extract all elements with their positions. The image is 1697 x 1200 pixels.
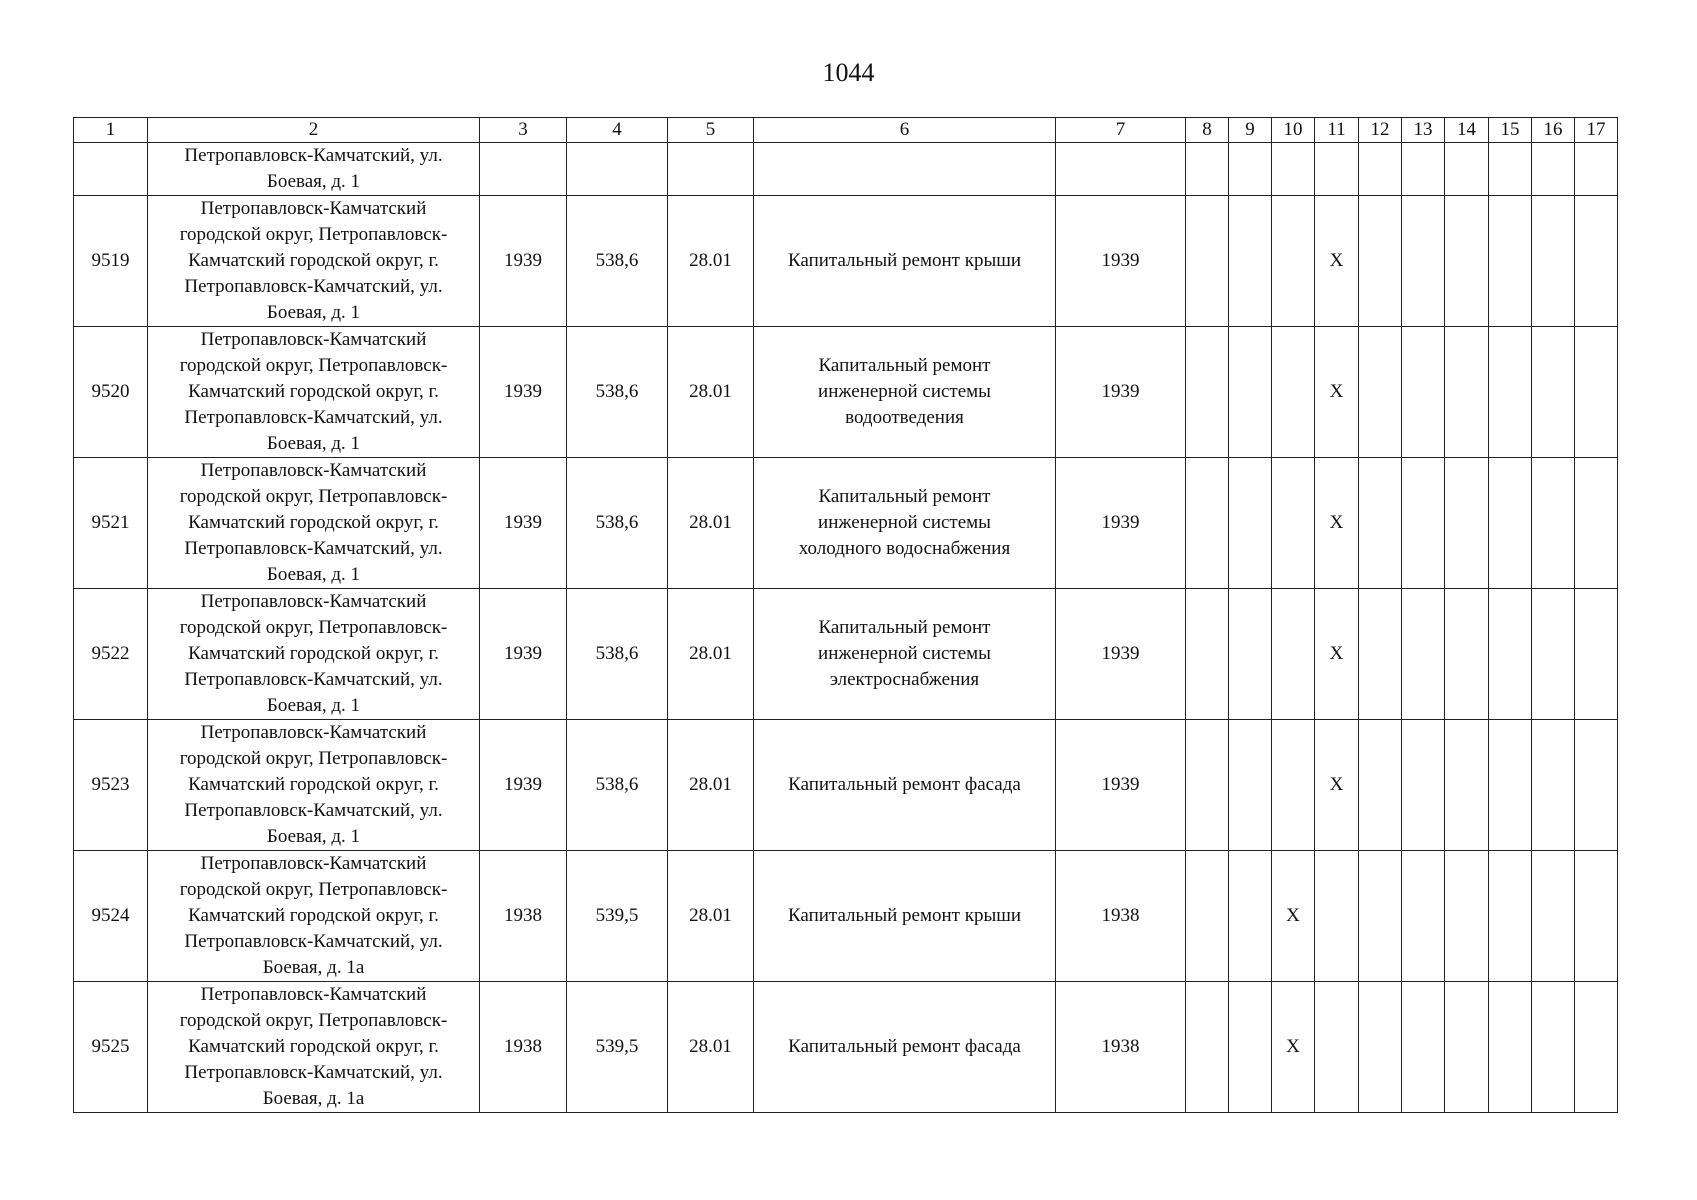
address-text: Петропавловск-Камчатский, ул. Боевая, д. 1 (184, 145, 443, 192)
cell-number: 9523 (74, 720, 148, 851)
cell-work-type-text: Капитальный ремонт крыши (787, 250, 1022, 271)
cell-mark (1532, 458, 1575, 589)
cell-mark (1575, 327, 1618, 458)
cell-empty (1315, 143, 1359, 196)
cell-empty (1532, 143, 1575, 196)
cell-mark: X (1315, 720, 1359, 851)
cell-mark (1186, 327, 1229, 458)
cell-mark (1575, 196, 1618, 327)
cell-address (148, 327, 480, 458)
cell-address-text: Петропавловск-Камчатский городской округ, Петропавловск- Камчатский городской округ, г. Петропавловск-Камчатский, ул. Боевая, д. 1а (179, 984, 448, 1109)
cell-mark (1272, 720, 1315, 851)
cell-address-text: Петропавловск-Камчатский городской округ, Петропавловск- Камчатский городской округ, г. Петропавловск-Камчатский, ул. Боевая, д. 1 (179, 722, 448, 847)
cell-mark (1489, 589, 1532, 720)
cell-address (148, 720, 480, 851)
cell-address (148, 589, 480, 720)
cell-mark (1272, 327, 1315, 458)
page-number: 1044 (822, 58, 875, 87)
cell-mark (1229, 589, 1272, 720)
cell-mark (1445, 720, 1489, 851)
column-header: 6 (754, 118, 1056, 143)
column-header: 9 (1229, 118, 1272, 143)
column-header: 3 (480, 118, 567, 143)
cell-code: 28.01 (668, 458, 754, 589)
cell-year-2: 1939 (1056, 720, 1186, 851)
cell-mark: X (1315, 196, 1359, 327)
cell-work-type-text: Капитальный ремонт фасада (788, 774, 1021, 795)
cell-mark (1532, 327, 1575, 458)
cell-number: 9519 (74, 196, 148, 327)
cell-mark (1445, 982, 1489, 1113)
cell-mark (1445, 196, 1489, 327)
cell-mark (1359, 196, 1402, 327)
column-header: 1 (74, 118, 148, 143)
cell-empty (754, 143, 1056, 196)
cell-code: 28.01 (668, 196, 754, 327)
cell-mark (1229, 982, 1272, 1113)
cell-address (148, 143, 480, 196)
cell-mark (1575, 720, 1618, 851)
continuation-row (74, 143, 1618, 196)
cell-number: 9525 (74, 982, 148, 1113)
cell-empty (1229, 143, 1272, 196)
cell-mark (1489, 720, 1532, 851)
cell-year-2: 1939 (1056, 458, 1186, 589)
cell-work-type (754, 327, 1056, 458)
column-header: 10 (1272, 118, 1315, 143)
cell-address (148, 458, 480, 589)
cell-address-text: Петропавловск-Камчатский городской округ, Петропавловск- Камчатский городской округ, г. Петропавловск-Камчатский, ул. Боевая, д. 1 (179, 329, 448, 454)
cell-work-type-text: Капитальный ремонт инженерной системы водоотведения (818, 355, 991, 428)
cell-code: 28.01 (668, 720, 754, 851)
cell-mark (1229, 851, 1272, 982)
cell-mark (1272, 196, 1315, 327)
cell-mark (1186, 196, 1229, 327)
cell-mark: X (1272, 851, 1315, 982)
cell-mark (1315, 982, 1359, 1113)
cell-year-2: 1939 (1056, 589, 1186, 720)
column-header: 11 (1315, 118, 1359, 143)
cell-work-type (754, 458, 1056, 589)
cell-year: 1939 (480, 720, 567, 851)
cell-mark (1445, 589, 1489, 720)
cell-mark (1315, 851, 1359, 982)
cell-work-type (754, 589, 1056, 720)
cell-work-type (754, 196, 1056, 327)
cell-mark (1402, 982, 1445, 1113)
cell-mark (1445, 851, 1489, 982)
cell-mark (1229, 720, 1272, 851)
cell-mark: X (1272, 982, 1315, 1113)
cell-mark (1532, 589, 1575, 720)
cell-area: 538,6 (567, 196, 668, 327)
cell-mark (1186, 851, 1229, 982)
column-header: 4 (567, 118, 668, 143)
column-header: 15 (1489, 118, 1532, 143)
cell-year: 1939 (480, 327, 567, 458)
cell-area: 538,6 (567, 589, 668, 720)
cell-mark: X (1315, 327, 1359, 458)
table-row (74, 982, 1618, 1113)
cell-mark (1445, 327, 1489, 458)
column-header: 8 (1186, 118, 1229, 143)
cell-year: 1938 (480, 982, 567, 1113)
cell-mark (1402, 589, 1445, 720)
cell-mark (1272, 589, 1315, 720)
cell-year-2: 1939 (1056, 196, 1186, 327)
cell-area: 538,6 (567, 458, 668, 589)
cell-address-text: Петропавловск-Камчатский городской округ, Петропавловск- Камчатский городской округ, г. Петропавловск-Камчатский, ул. Боевая, д. 1 (179, 591, 448, 716)
cell-mark (1186, 982, 1229, 1113)
cell-work-type (754, 982, 1056, 1113)
cell-mark (1532, 851, 1575, 982)
cell-empty (1186, 143, 1229, 196)
cell-number: 9522 (74, 589, 148, 720)
column-header: 7 (1056, 118, 1186, 143)
cell-year: 1939 (480, 196, 567, 327)
table-row (74, 327, 1618, 458)
cell-empty (1445, 143, 1489, 196)
cell-area: 538,6 (567, 327, 668, 458)
cell-work-type (754, 851, 1056, 982)
cell-empty (1272, 143, 1315, 196)
cell-code: 28.01 (668, 851, 754, 982)
cell-work-type (754, 720, 1056, 851)
column-header: 13 (1402, 118, 1445, 143)
cell-area: 538,6 (567, 720, 668, 851)
column-header: 14 (1445, 118, 1489, 143)
cell-work-type-text: Капитальный ремонт крыши (787, 905, 1022, 926)
cell-mark (1186, 720, 1229, 851)
column-number-header (74, 118, 1618, 143)
cell-mark (1532, 982, 1575, 1113)
cell-mark (1359, 720, 1402, 851)
cell-empty (1056, 143, 1186, 196)
cell-mark (1532, 720, 1575, 851)
cell-empty (1575, 143, 1618, 196)
cell-mark (1489, 851, 1532, 982)
cell-mark (1402, 458, 1445, 589)
cell-empty (1489, 143, 1532, 196)
cell-area: 539,5 (567, 982, 668, 1113)
cell-year-2: 1939 (1056, 327, 1186, 458)
column-header: 12 (1359, 118, 1402, 143)
cell-mark: X (1315, 589, 1359, 720)
cell-empty (1359, 143, 1402, 196)
cell-mark (1229, 196, 1272, 327)
cell-year: 1938 (480, 851, 567, 982)
cell-work-type-text: Капитальный ремонт инженерной системы электроснабжения (818, 617, 991, 690)
cell-mark: X (1315, 458, 1359, 589)
cell-code: 28.01 (668, 327, 754, 458)
cell-mark (1229, 458, 1272, 589)
cell-empty (1402, 143, 1445, 196)
cell-address-text: Петропавловск-Камчатский городской округ, Петропавловск- Камчатский городской округ, г. Петропавловск-Камчатский, ул. Боевая, д. 1 (179, 198, 448, 323)
cell-year-2: 1938 (1056, 851, 1186, 982)
cell-mark (1186, 458, 1229, 589)
cell-code: 28.01 (668, 589, 754, 720)
cell-mark (1575, 982, 1618, 1113)
cell-mark (1489, 982, 1532, 1113)
cell-number: 9521 (74, 458, 148, 589)
cell-area: 539,5 (567, 851, 668, 982)
cell-mark (1402, 196, 1445, 327)
column-header: 16 (1532, 118, 1575, 143)
cell-mark (1186, 589, 1229, 720)
table-row (74, 196, 1618, 327)
table-row (74, 851, 1618, 982)
cell-mark (1532, 196, 1575, 327)
cell-mark (1402, 327, 1445, 458)
cell-mark (1402, 720, 1445, 851)
cell-number: 9524 (74, 851, 148, 982)
cell-year: 1939 (480, 458, 567, 589)
cell-mark (1575, 851, 1618, 982)
cell-work-type-text: Капитальный ремонт инженерной системы холодного водоснабжения (798, 486, 1011, 559)
cell-address (148, 982, 480, 1113)
cell-address-text: Петропавловск-Камчатский городской округ, Петропавловск- Камчатский городской округ, г. Петропавловск-Камчатский, ул. Боевая, д. 1а (179, 853, 448, 978)
cell-mark (1359, 589, 1402, 720)
cell-address-text: Петропавловск-Камчатский городской округ, Петропавловск- Камчатский городской округ, г. Петропавловск-Камчатский, ул. Боевая, д. 1 (179, 460, 448, 585)
cell-mark (1575, 589, 1618, 720)
cell-empty (480, 143, 567, 196)
cell-empty (668, 143, 754, 196)
repair-register-table (73, 117, 1618, 1113)
cell-mark (1229, 327, 1272, 458)
cell-mark (1445, 458, 1489, 589)
cell-mark (1489, 196, 1532, 327)
cell-number (74, 143, 148, 196)
cell-mark (1402, 851, 1445, 982)
cell-mark (1489, 327, 1532, 458)
cell-year-2: 1938 (1056, 982, 1186, 1113)
cell-mark (1359, 458, 1402, 589)
cell-mark (1489, 458, 1532, 589)
cell-year: 1939 (480, 589, 567, 720)
cell-mark (1359, 851, 1402, 982)
column-header: 2 (148, 118, 480, 143)
table-row (74, 458, 1618, 589)
cell-mark (1575, 458, 1618, 589)
cell-mark (1359, 327, 1402, 458)
column-header: 17 (1575, 118, 1618, 143)
cell-code: 28.01 (668, 982, 754, 1113)
cell-number: 9520 (74, 327, 148, 458)
table-row (74, 589, 1618, 720)
column-header: 5 (668, 118, 754, 143)
cell-mark (1272, 458, 1315, 589)
cell-work-type-text: Капитальный ремонт фасада (788, 1036, 1021, 1057)
cell-address (148, 851, 480, 982)
table-row (74, 720, 1618, 851)
cell-address (148, 196, 480, 327)
cell-empty (567, 143, 668, 196)
cell-mark (1359, 982, 1402, 1113)
